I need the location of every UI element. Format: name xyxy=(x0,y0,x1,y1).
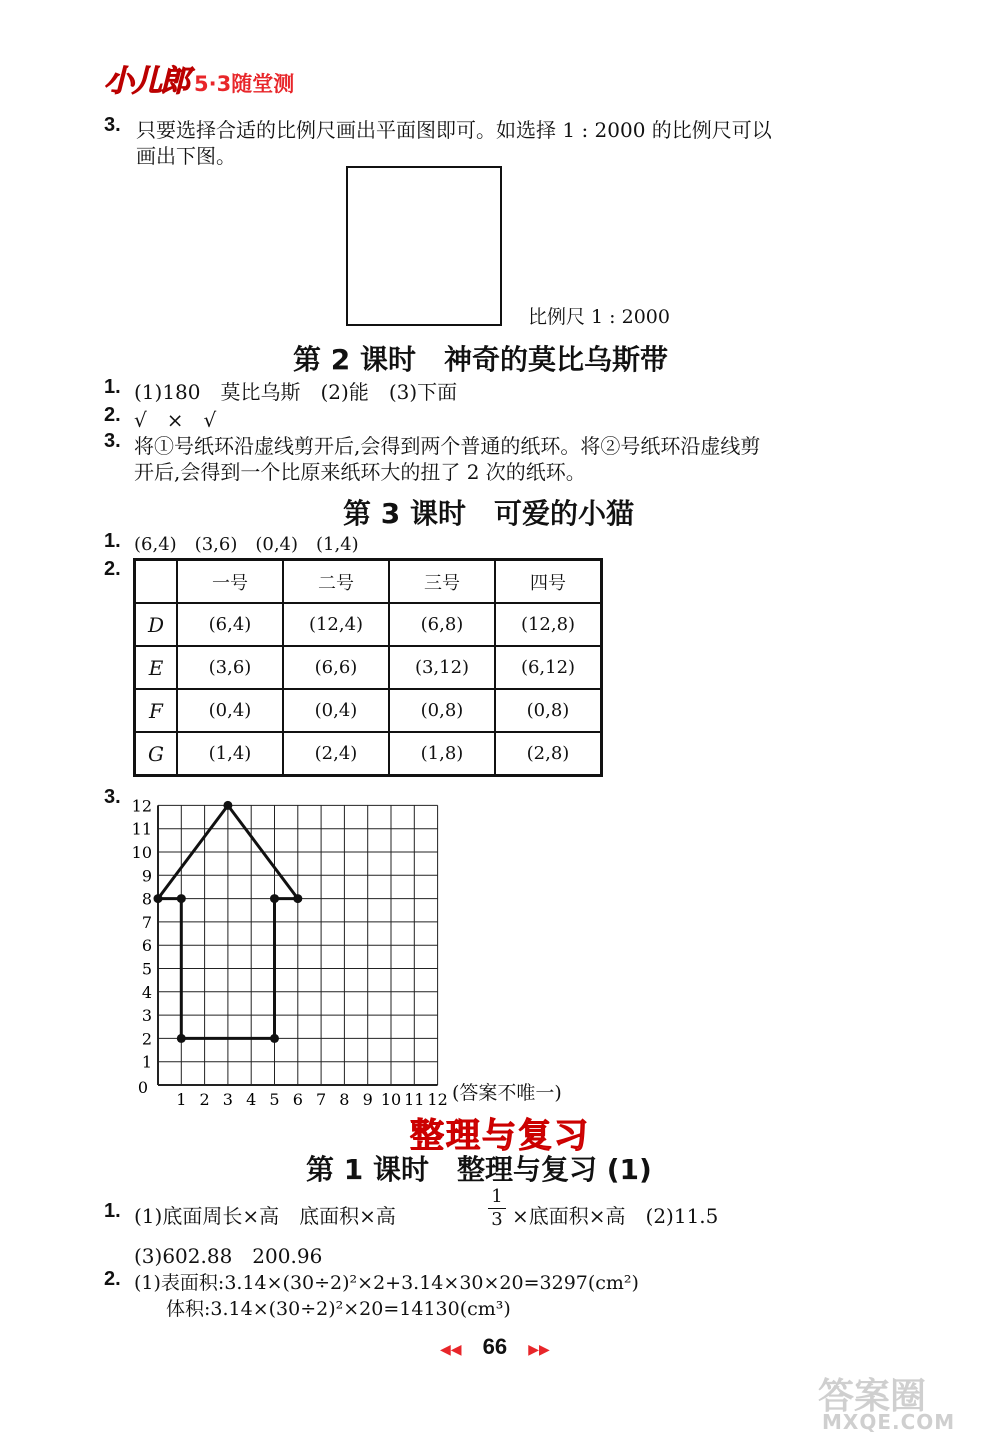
table-row xyxy=(135,689,602,732)
table-header-cell xyxy=(135,560,178,604)
table-cell: (12,8) xyxy=(495,603,602,646)
y-tick-label: 4 xyxy=(141,982,152,1002)
x-tick-label: 4 xyxy=(246,1090,257,1109)
table-cell: (1,8) xyxy=(389,732,495,776)
l2-q1-number: 1. xyxy=(104,376,121,398)
l2-q3-line1: 将①号纸环沿虚线剪开后,会得到两个普通的纸环。将②号纸环沿虚线剪 xyxy=(134,434,761,458)
table-cell: (0,8) xyxy=(495,689,602,732)
rv-q1-part-a: (1)底面周长×高 底面积×高 xyxy=(134,1204,396,1228)
shape-vertex xyxy=(223,801,232,810)
rv-q1-part-b: ×底面积×高 (2)11.5 xyxy=(512,1204,719,1228)
x-tick-label: 11 xyxy=(404,1090,425,1109)
x-tick-label: 5 xyxy=(269,1090,280,1109)
rv-q1-number: 1. xyxy=(104,1200,121,1222)
l2-q2-text: √ × √ xyxy=(134,408,217,432)
l3-q1-text: (6,4) (3,6) (0,4) (1,4) xyxy=(134,534,359,555)
q3-number: 3. xyxy=(104,114,121,136)
page-footer xyxy=(440,1334,550,1360)
rv-q1-line2: (3)602.88 200.96 xyxy=(134,1244,323,1268)
table-header-row xyxy=(135,560,602,604)
y-tick-label: 7 xyxy=(141,912,152,932)
shape-vertex xyxy=(177,894,186,903)
x-tick-label: 3 xyxy=(222,1090,233,1109)
origin-label: 0 xyxy=(137,1078,148,1097)
table-cell: (6,8) xyxy=(389,603,495,646)
fraction xyxy=(488,1186,506,1231)
section-title: 整理与复习 xyxy=(410,1116,590,1156)
x-tick-label: 9 xyxy=(362,1090,373,1109)
fraction-numerator: 1 xyxy=(491,1186,503,1207)
y-tick-label: 11 xyxy=(131,819,152,839)
shape-vertex xyxy=(293,894,302,903)
table-header-cell: 二号 xyxy=(283,560,389,604)
l3-q2-number: 2. xyxy=(104,558,121,580)
row-label: D xyxy=(135,603,178,646)
row-label: G xyxy=(135,732,178,776)
x-tick-label: 7 xyxy=(316,1090,327,1109)
rv-q2-line1: (1)表面积:3.14×(30÷2)²×2+3.14×30×20=3297(cm²) xyxy=(134,1272,639,1294)
shape-vertex xyxy=(270,1034,279,1043)
l2-q3-line2: 开后,会得到一个比原来纸环大的扭了 2 次的纸环。 xyxy=(134,460,586,484)
coordinate-grid xyxy=(126,780,626,1110)
table-row xyxy=(135,732,602,776)
x-tick-label: 12 xyxy=(427,1090,448,1109)
table-header-cell: 一号 xyxy=(177,560,283,604)
table-row xyxy=(135,603,602,646)
table-row xyxy=(135,646,602,689)
table-cell: (0,8) xyxy=(389,689,495,732)
rv-q2-number: 2. xyxy=(104,1268,121,1290)
q3-line2: 画出下图。 xyxy=(136,144,236,168)
prev-arrows-icon: ◀◀ xyxy=(440,1342,462,1358)
x-tick-label: 10 xyxy=(380,1090,402,1109)
scale-caption: 比例尺 1 : 2000 xyxy=(528,306,670,328)
table-cell: (2,8) xyxy=(495,732,602,776)
x-tick-label: 8 xyxy=(339,1090,350,1109)
rv-q2-line2: 体积:3.14×(30÷2)²×20=14130(cm³) xyxy=(166,1298,511,1320)
y-tick-label: 3 xyxy=(141,1006,152,1026)
x-tick-label: 1 xyxy=(176,1090,187,1109)
table-cell: (12,4) xyxy=(283,603,389,646)
review-lesson-title: 第 1 课时 整理与复习 (1) xyxy=(306,1153,652,1186)
watermark-brand: 答案圈 xyxy=(818,1376,927,1417)
page-number: 66 xyxy=(482,1334,508,1359)
l3-q1-number: 1. xyxy=(104,530,121,552)
l2-q1-text: (1)180 莫比乌斯 (2)能 (3)下面 xyxy=(134,380,458,404)
lesson2-title: 第 2 课时 神奇的莫比乌斯带 xyxy=(293,343,668,376)
shape-vertex xyxy=(270,894,279,903)
next-arrows-icon: ▶▶ xyxy=(528,1342,550,1358)
lesson3-title: 第 3 课时 可爱的小猫 xyxy=(343,497,634,530)
shape-vertex xyxy=(154,894,163,903)
shape-vertex xyxy=(177,1034,186,1043)
table-cell: (3,6) xyxy=(177,646,283,689)
fraction-denominator: 3 xyxy=(488,1208,506,1231)
l2-q2-number: 2. xyxy=(104,404,121,426)
table-cell: (0,4) xyxy=(283,689,389,732)
grid-note: (答案不唯一) xyxy=(452,1082,562,1104)
row-label: E xyxy=(135,646,178,689)
table-cell: (3,12) xyxy=(389,646,495,689)
x-tick-label: 2 xyxy=(199,1090,210,1109)
table-header-cell: 四号 xyxy=(495,560,602,604)
l3-q3-number: 3. xyxy=(104,786,121,808)
y-tick-label: 2 xyxy=(141,1029,152,1049)
y-tick-label: 6 xyxy=(141,936,152,956)
table-header-cell: 三号 xyxy=(389,560,495,604)
y-tick-label: 5 xyxy=(141,959,152,979)
table-cell: (6,12) xyxy=(495,646,602,689)
y-tick-label: 1 xyxy=(141,1052,152,1072)
table-cell: (0,4) xyxy=(177,689,283,732)
q3-line1: 只要选择合适的比例尺画出平面图即可。如选择 1 : 2000 的比例尺可以 xyxy=(136,118,772,142)
watermark-url: MXQE.COM xyxy=(822,1410,956,1434)
y-tick-label: 12 xyxy=(131,796,152,816)
table-cell: (2,4) xyxy=(283,732,389,776)
coordinate-table xyxy=(133,558,603,777)
table-cell: (6,6) xyxy=(283,646,389,689)
table-cell: (1,4) xyxy=(177,732,283,776)
x-tick-label: 6 xyxy=(292,1090,303,1109)
table-cell: (6,4) xyxy=(177,603,283,646)
plan-square xyxy=(346,166,502,326)
y-tick-label: 9 xyxy=(141,866,152,886)
logo-text: 小儿郎 xyxy=(104,64,188,99)
y-tick-label: 8 xyxy=(141,889,152,909)
header-logo xyxy=(104,56,295,99)
l2-q3-number: 3. xyxy=(104,430,121,452)
series-text: 5·3随堂测 xyxy=(194,72,295,96)
row-label: F xyxy=(135,689,178,732)
y-tick-label: 10 xyxy=(131,843,152,862)
